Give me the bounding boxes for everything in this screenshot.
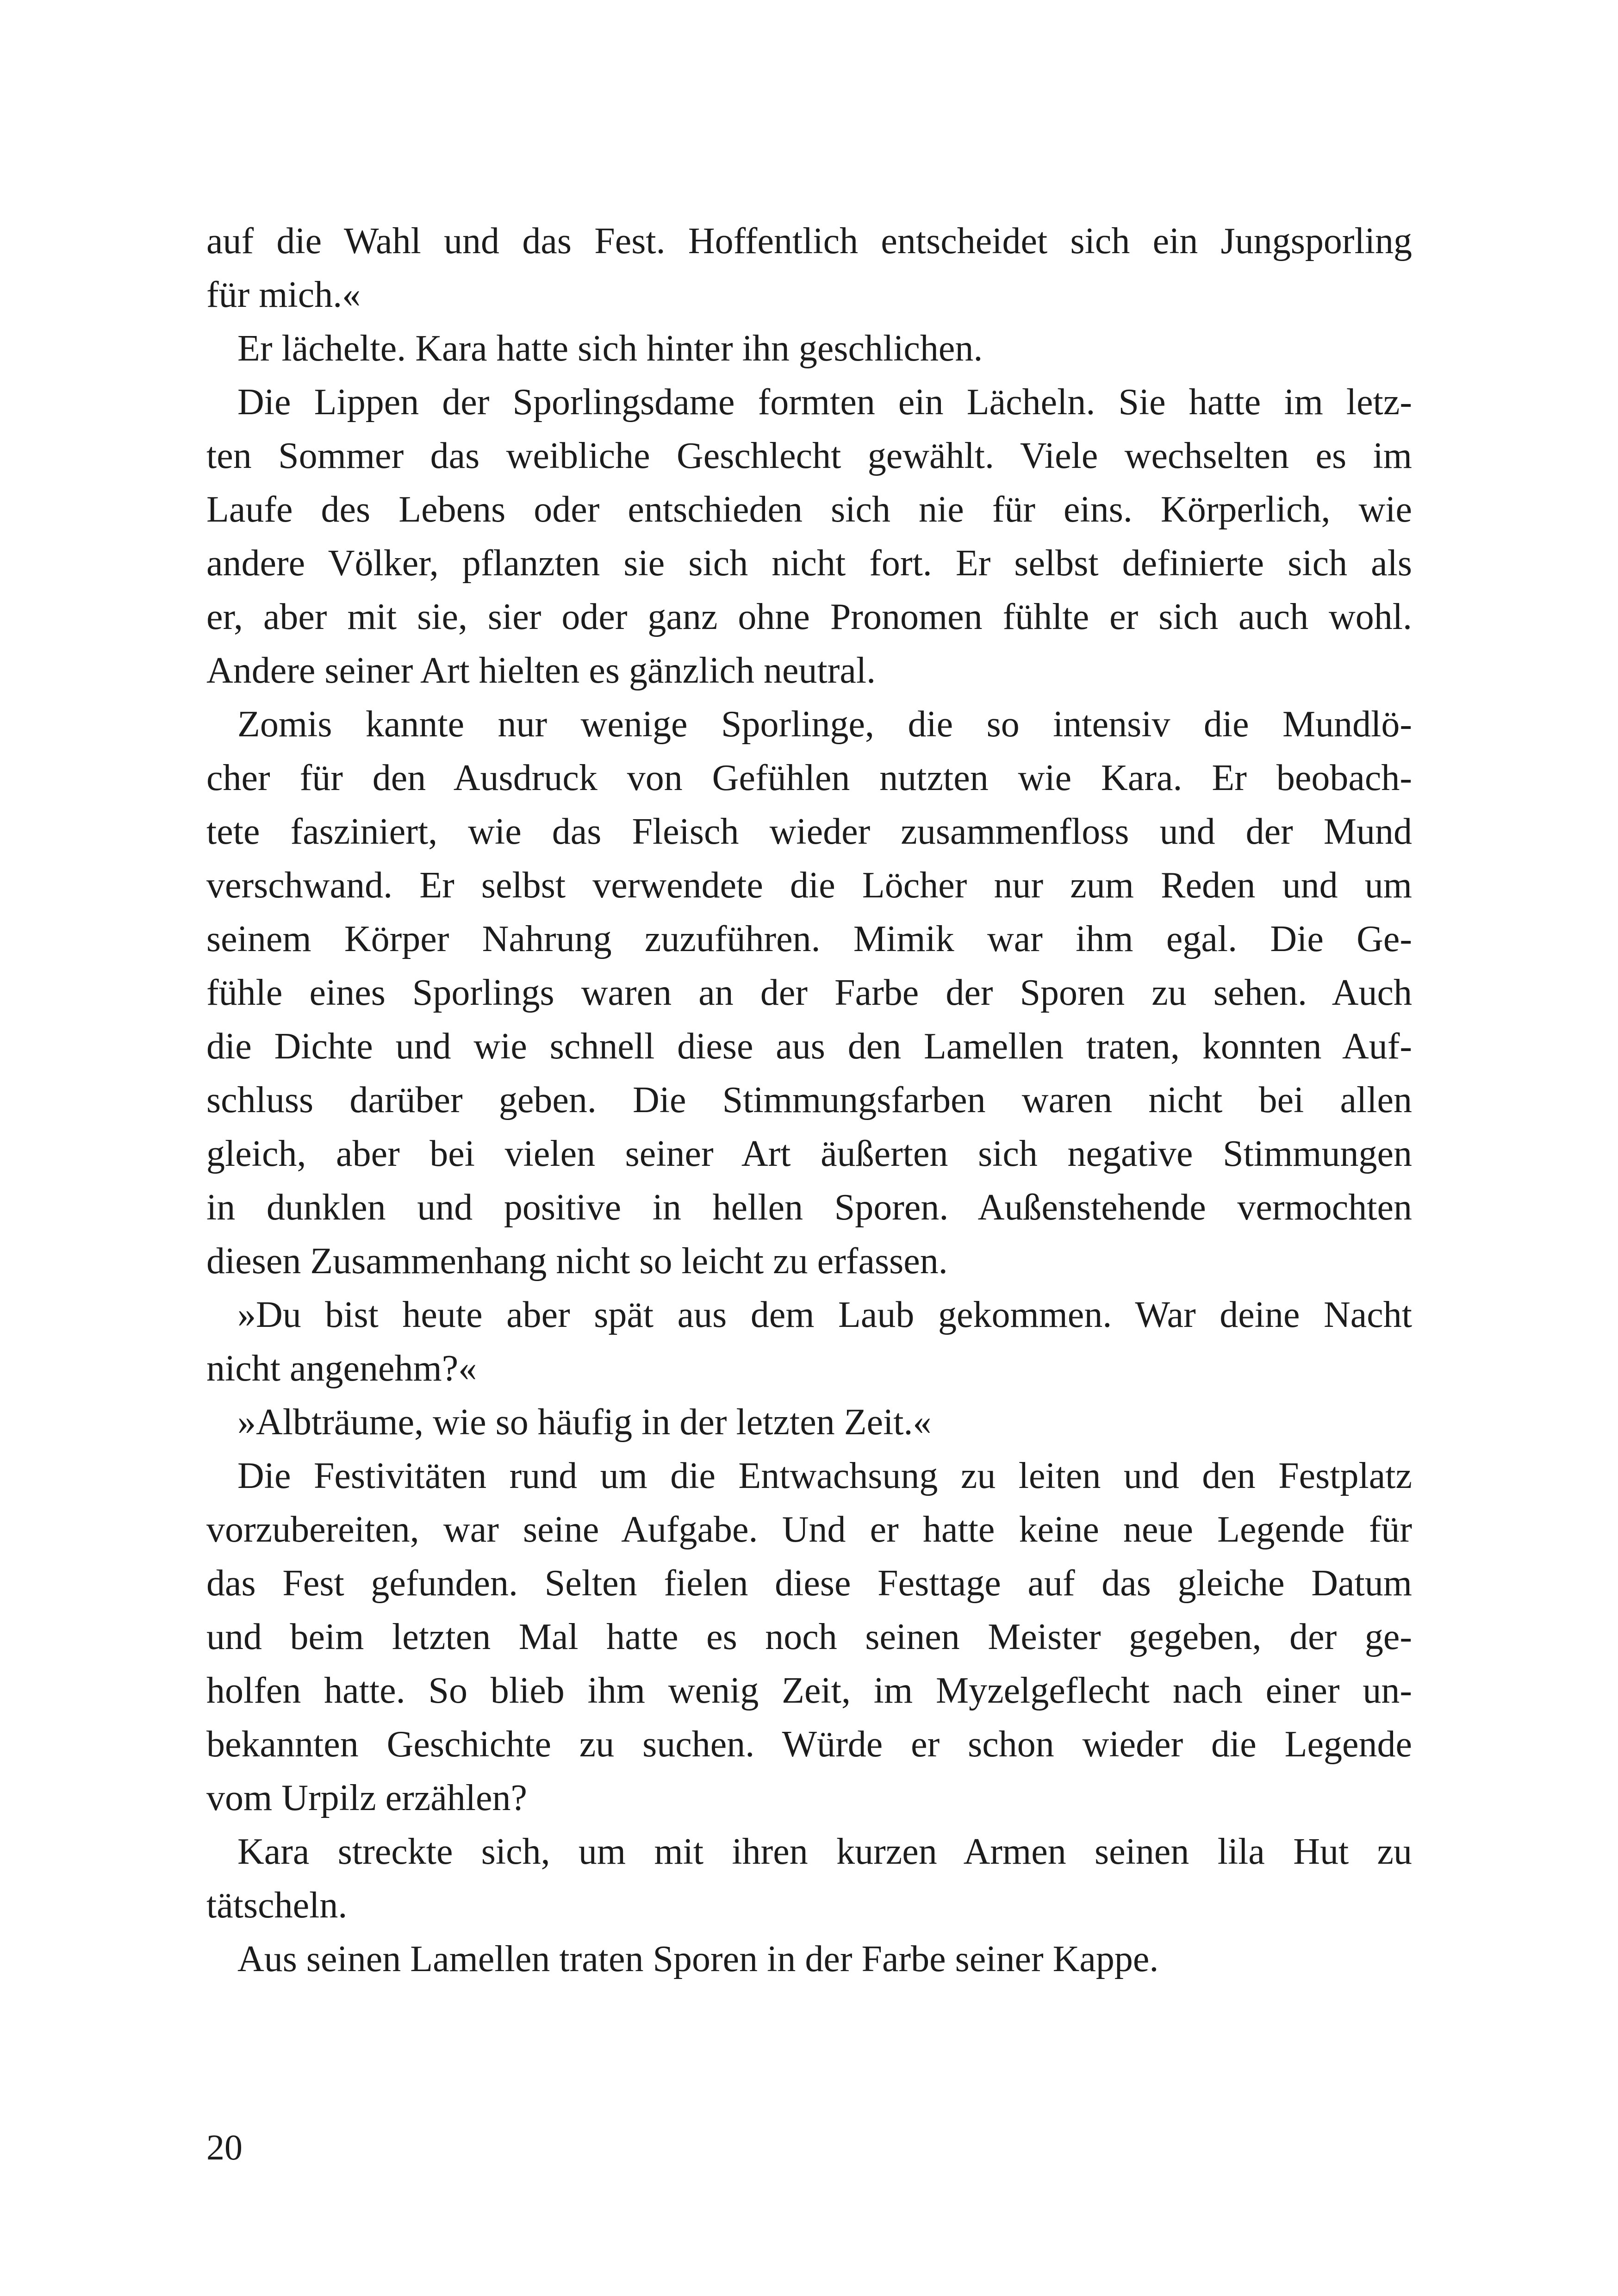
text-line: ten Sommer das weibliche Geschlecht gewählt. Viele wechselten es im [206, 436, 1412, 476]
text-line: tete fasziniert, wie das Fleisch wieder zusammenfloss und der Mund [206, 811, 1412, 852]
text-line: diesen Zusammenhang nicht so leicht zu erfassen. [206, 1241, 948, 1282]
text-line: Laufe des Lebens oder entschieden sich nie für eins. Körperlich, wie [206, 489, 1412, 530]
text-line: vorzubereiten, war seine Aufgabe. Und er hatte keine neue Legende für [206, 1509, 1412, 1550]
text-line: Er lächelte. Kara hatte sich hinter ihn geschlichen. [237, 328, 983, 369]
text-line: Kara streckte sich, um mit ihren kurzen Armen seinen lila Hut zu [237, 1831, 1412, 1872]
text-line: cher für den Ausdruck von Gefühlen nutzten wie Kara. Er beobach- [206, 758, 1412, 798]
text-line: schluss darüber geben. Die Stimmungsfarben waren nicht bei allen [206, 1080, 1412, 1120]
text-line: bekannten Geschichte zu suchen. Würde er schon wieder die Legende [206, 1724, 1412, 1765]
page-number: 20 [206, 2127, 243, 2167]
text-line: und beim letzten Mal hatte es noch seinen Meister gegeben, der ge- [206, 1617, 1412, 1657]
text-line: verschwand. Er selbst verwendete die Löcher nur zum Reden und um [206, 865, 1412, 906]
text-line: die Dichte und wie schnell diese aus den Lamellen traten, konnten Auf- [206, 1026, 1412, 1067]
text-line: seinem Körper Nahrung zuzuführen. Mimik war ihm egal. Die Ge- [206, 919, 1412, 959]
text-line: für mich.« [206, 274, 361, 315]
text-line: das Fest gefunden. Selten fielen diese Festtage auf das gleiche Datum [206, 1563, 1412, 1604]
text-line: Aus seinen Lamellen traten Sporen in der Farbe seiner Kappe. [237, 1939, 1159, 1979]
text-line: in dunklen und positive in hellen Sporen. Außenstehende vermochten [206, 1187, 1412, 1228]
text-line: Andere seiner Art hielten es gänzlich neutral. [206, 650, 876, 691]
text-line: andere Völker, pflanzten sie sich nicht fort. Er selbst definierte sich als [206, 543, 1412, 584]
text-line: auf die Wahl und das Fest. Hoffentlich entscheidet sich ein Jungsporling [206, 221, 1412, 261]
text-line: fühle eines Sporlings waren an der Farbe der Sporen zu sehen. Auch [206, 972, 1412, 1013]
text-line: gleich, aber bei vielen seiner Art äußerten sich negative Stimmungen [206, 1133, 1412, 1174]
text-line: »Du bist heute aber spät aus dem Laub gekommen. War deine Nacht [237, 1294, 1412, 1335]
text-line: »Albträume, wie so häufig in der letzten Zeit.« [237, 1402, 932, 1443]
text-line: tätscheln. [206, 1885, 348, 1926]
text-line: nicht angenehm?« [206, 1348, 477, 1389]
text-line: holfen hatte. So blieb ihm wenig Zeit, im Myzelgeflecht nach einer un- [206, 1670, 1412, 1711]
text-line: Zomis kannte nur wenige Sporlinge, die so intensiv die Mundlö- [237, 704, 1412, 745]
text-line: er, aber mit sie, sier oder ganz ohne Pronomen fühlte er sich auch wohl. [206, 597, 1412, 637]
text-line: Die Festivitäten rund um die Entwachsung zu leiten und den Festplatz [237, 1456, 1412, 1496]
text-line: Die Lippen der Sporlingsdame formten ein Lächeln. Sie hatte im letz- [237, 382, 1412, 423]
text-line: vom Urpilz erzählen? [206, 1778, 528, 1818]
